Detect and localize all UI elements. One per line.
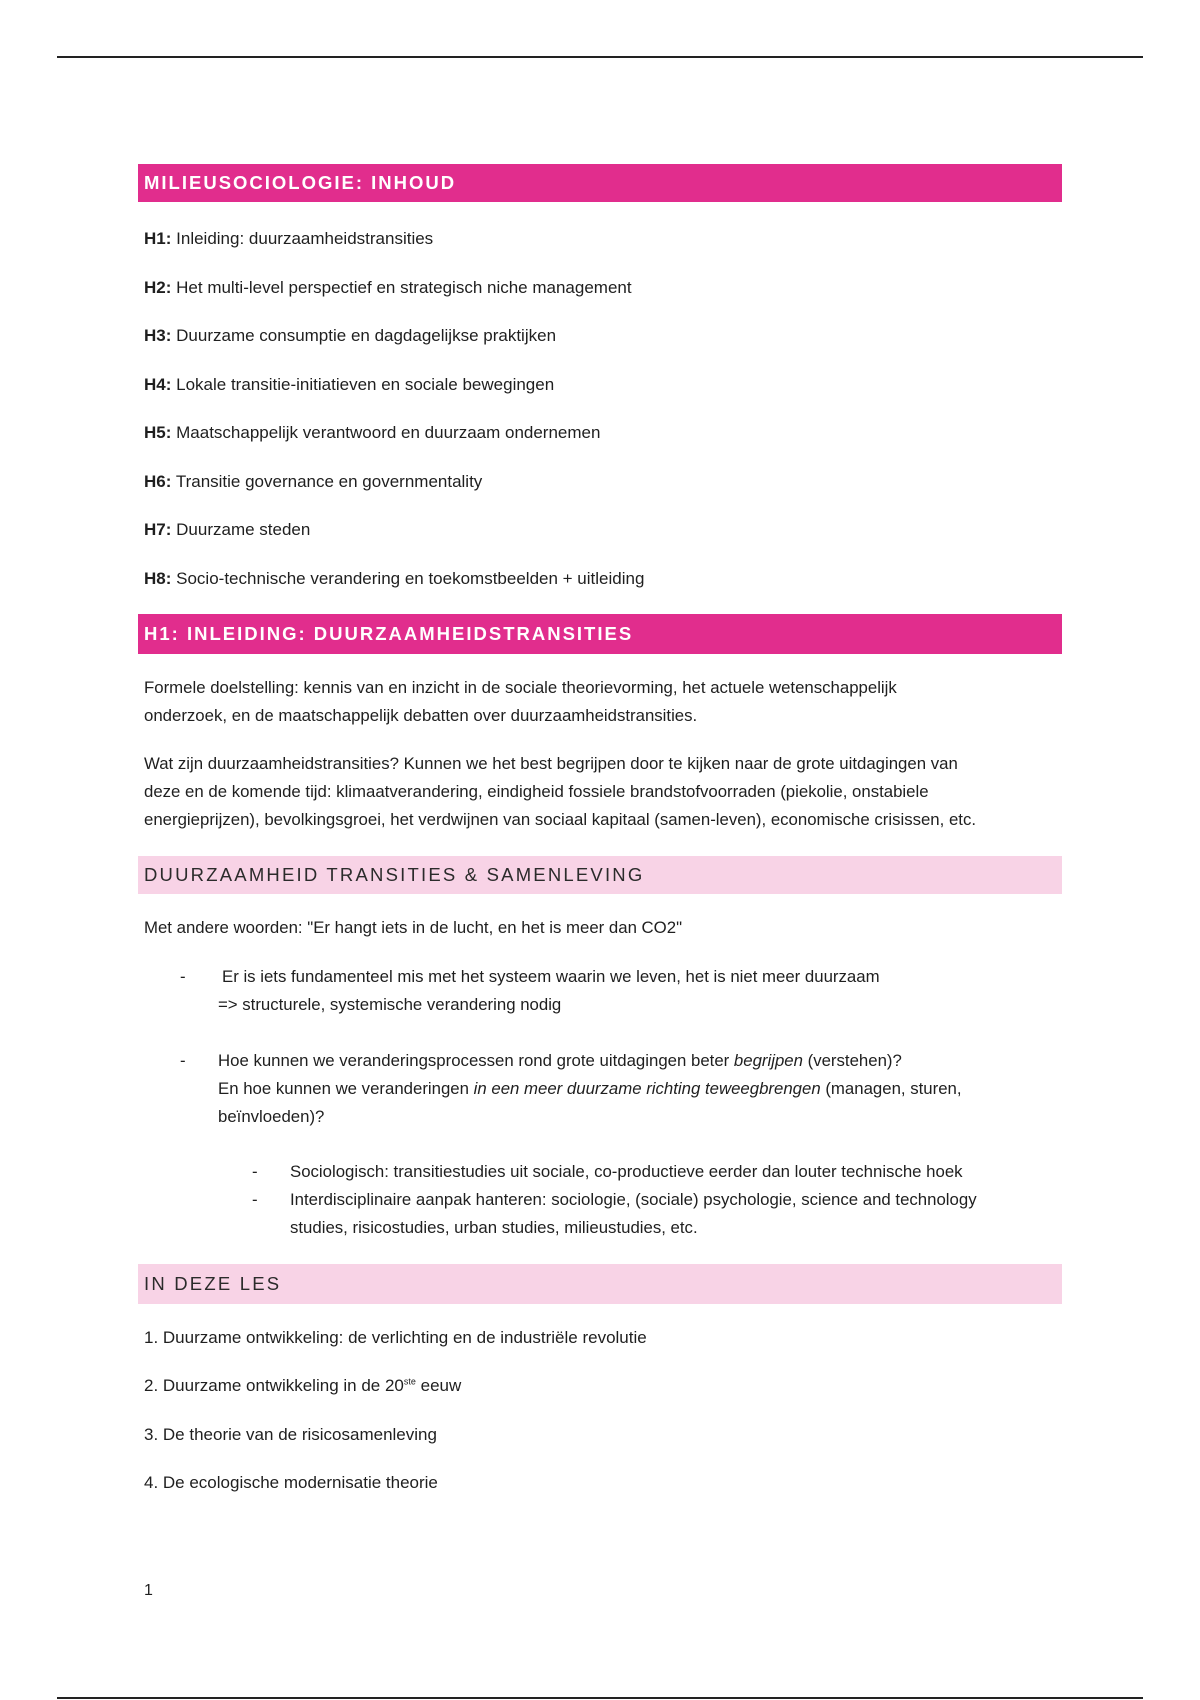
toc-item-h1: H1: Inleiding: duurzaamheidstransities xyxy=(144,229,434,248)
toc-item-h8: H8: Socio-technische verandering en toekomstbeelden + uitleiding xyxy=(144,568,645,588)
bullet-system: - Er is iets fundamenteel mis met het systeem waarin we leven, het is niet meer duurzaam => structurele, systemische verandering nodig xyxy=(138,963,1062,1019)
h1-body xyxy=(138,674,1062,834)
page-content xyxy=(138,164,1062,1494)
subbullet-dash: - xyxy=(252,1189,258,1209)
bullet-dash: - xyxy=(180,966,186,986)
society-heading-text: DUURZAAMHEID TRANSITIES & SAMENLEVING xyxy=(144,863,645,885)
lesson-item-2: 2. Duurzame ontwikkeling in de 20ste eeuw xyxy=(144,1376,462,1395)
toc-heading-text: MILIEUSOCIOLOGIE: INHOUD xyxy=(144,172,457,193)
footer-rule xyxy=(57,1697,1143,1699)
page-number: 1 xyxy=(144,1582,153,1599)
toc-list xyxy=(138,228,1062,590)
transitions-paragraph: Wat zijn duurzaamheidstransities? Kunnen we het best begrijpen door te kijken naar de grote uitdagingen van deze en de komende tijd: klimaatverandering, eindigheid fossiele brandstofvoorraden (piekolie, onstabiele energieprijzen), bevolkingsgroei, het verdwijnen van sociaal kapitaal (samen-leven), economische crisissen, etc. xyxy=(144,753,977,829)
toc-heading xyxy=(138,164,1062,202)
subbullet-sociological: - Sociologisch: transitiestudies uit sociale, co-productieve eerder dan louter technische hoek xyxy=(138,1158,1062,1186)
bullet-dash: - xyxy=(180,1050,186,1070)
lesson-item-1: 1. Duurzame ontwikkeling: de verlichting en de industriële revolutie xyxy=(144,1327,647,1347)
lesson-heading-text: IN DEZE LES xyxy=(144,1272,282,1294)
toc-item-h5: H5: Maatschappelijk verantwoord en duurzaam ondernemen xyxy=(144,423,601,442)
toc-item-h2: H2: Het multi-level perspectief en strategisch niche management xyxy=(144,277,632,297)
toc-item-h7: H7: Duurzame steden xyxy=(144,520,311,539)
lesson-heading xyxy=(138,1264,1062,1304)
subbullet-dash: - xyxy=(252,1161,258,1181)
toc-item-h4: H4: Lokale transitie-initiatieven en sociale bewegingen xyxy=(144,374,555,394)
lesson-item-4: 4. De ecologische modernisatie theorie xyxy=(144,1473,438,1492)
toc-item-h6: H6: Transitie governance en governmentality xyxy=(144,471,483,491)
society-heading xyxy=(138,856,1062,894)
subbullet-interdisciplinary: - Interdisciplinaire aanpak hanteren: sociologie, (sociale) psychologie, science and technology studies, risicostudies, urban studies, milieustudies, etc. xyxy=(138,1186,1062,1242)
h1-heading-text: H1: INLEIDING: DUURZAAMHEIDSTRANSITIES xyxy=(144,622,634,644)
intro-quote: Met andere woorden: "Er hangt iets in de lucht, en het is meer dan CO2" xyxy=(144,917,683,937)
h1-heading xyxy=(138,614,1062,654)
toc-item-h3: H3: Duurzame consumptie en dagdagelijkse praktijken xyxy=(144,326,557,345)
bullet-questions: - Hoe kunnen we veranderingsprocessen rond grote uitdagingen beter begrijpen (verstehen)? En hoe kunnen we veranderingen in een meer duurzame richting teweegbrengen (managen, sturen, beïnvloeden)? xyxy=(138,1047,1062,1131)
lesson-list xyxy=(138,1327,1062,1495)
objective-paragraph: Formele doelstelling: kennis van en inzicht in de sociale theorievorming, het actuele wetenschappelijk onderzoek, en de maatschappelijk debatten over duurzaamheidstransities. xyxy=(144,677,897,725)
header-rule xyxy=(57,56,1143,58)
lesson-item-3: 3. De theorie van de risicosamenleving xyxy=(144,1424,437,1444)
